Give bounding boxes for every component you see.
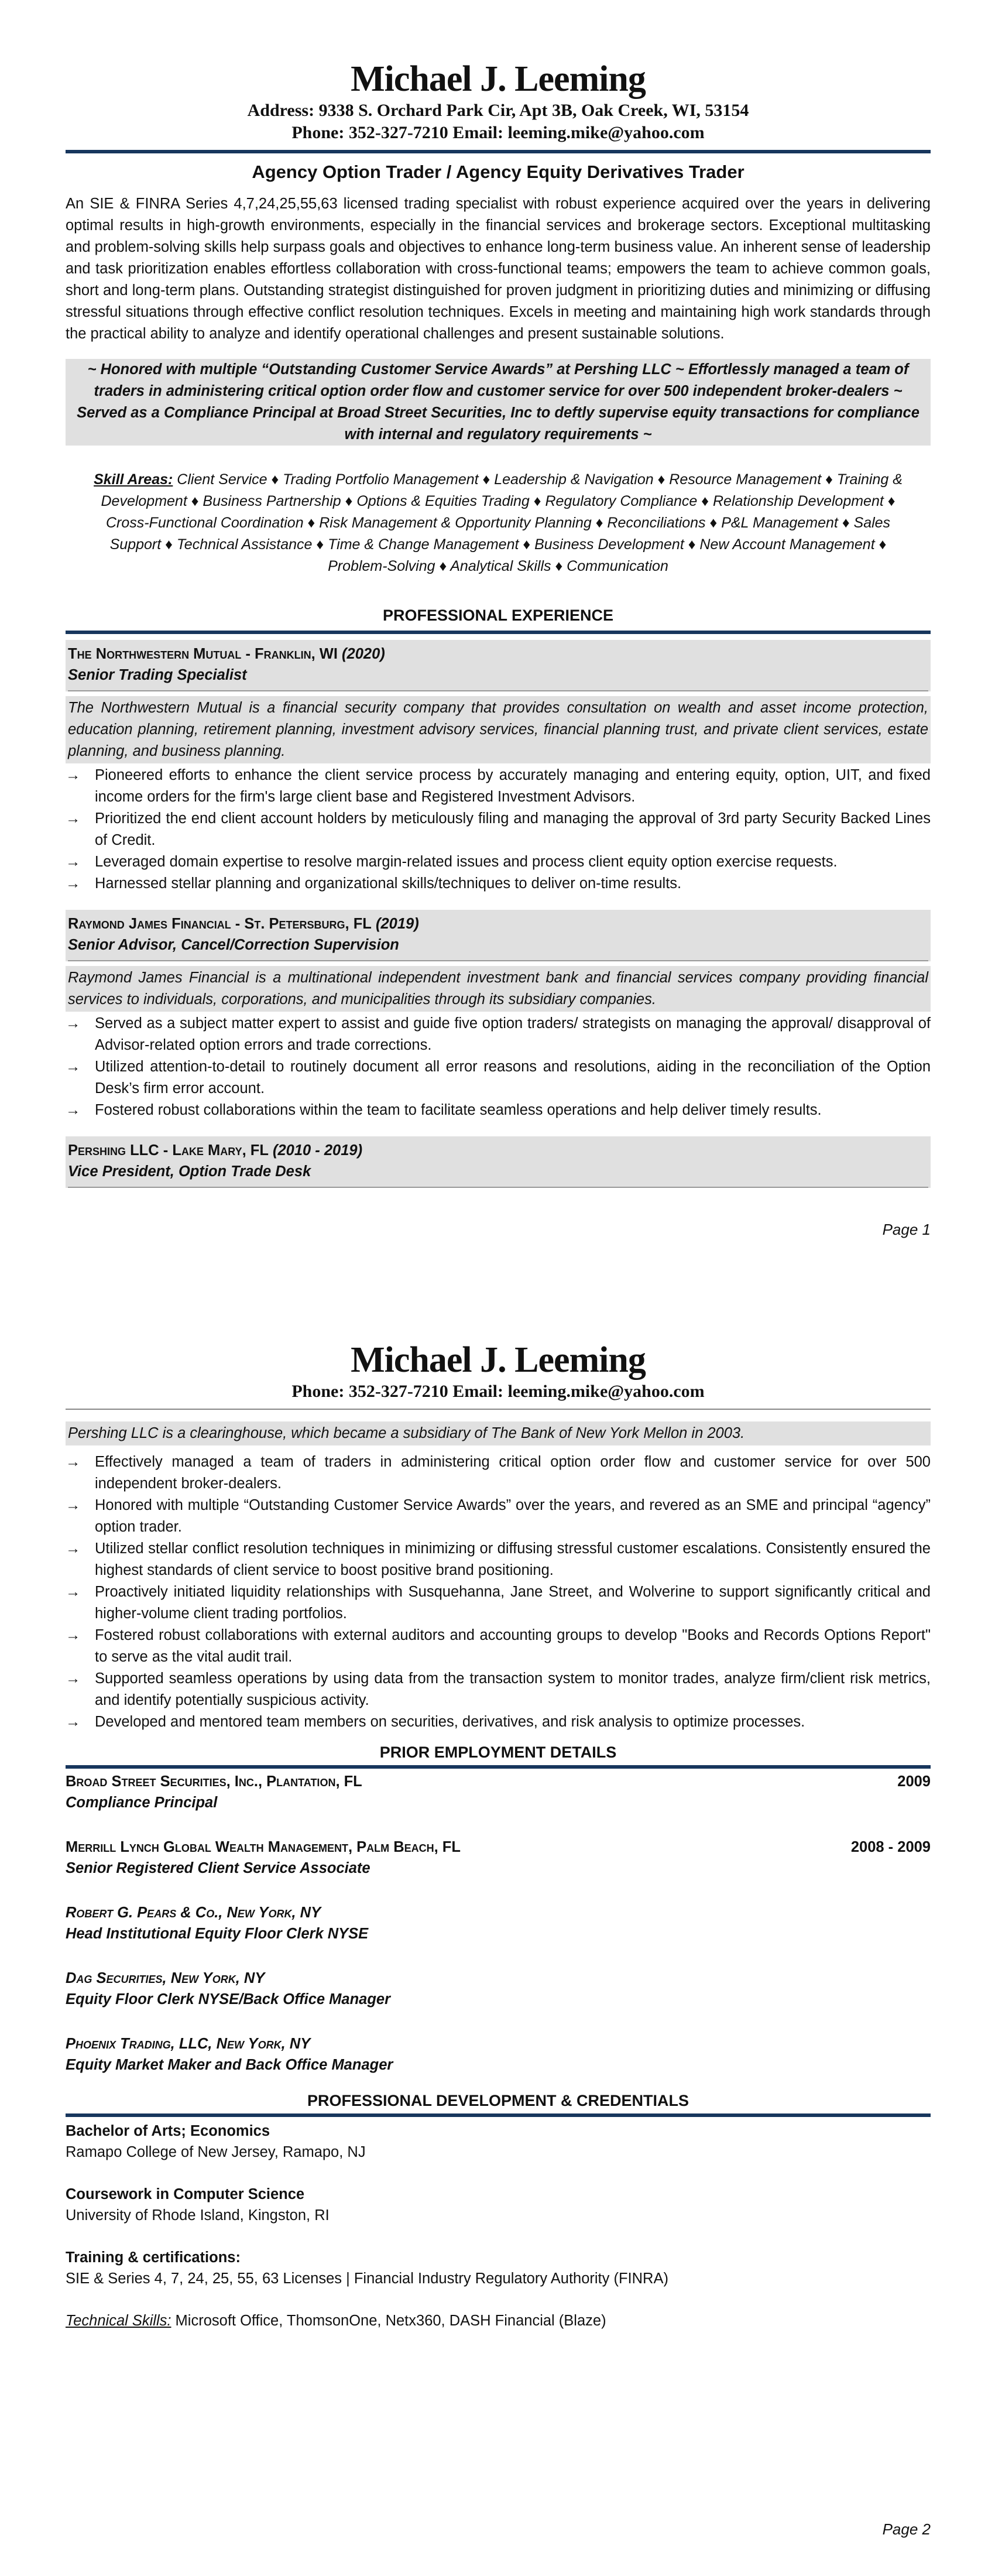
contact-info: Phone: 352-327-7210 Email: leeming.mike@yahoo.com: [291, 1382, 705, 1401]
address: Address: 9338 S. Orchard Park Cir, Apt 3B, Oak Creek, WI, 53154: [247, 101, 749, 120]
technical-skills-label: Technical Skills:: [66, 2313, 171, 2329]
divider: [66, 2113, 931, 2117]
job-header-divider: [68, 1187, 928, 1188]
bullet: [66, 765, 931, 808]
company-description: The Northwestern Mutual is a financial security company that provides consultation on wealth and asset income protection, education planning, retirement planning, investment advisory services, financial planning trust, and private client services, estate planning, and business planning.: [66, 696, 931, 763]
summary: An SIE & FINRA Series 4,7,24,25,55,63 licensed trading specialist with robust experience acquired over the years in delivering optimal results in high-growth environments, especially in the financial services and brokerage sectors. Exceptional multitasking and problem-solving skills help surpass goals and objectives to enhance long-term business value. An inherent sense of leadership and task prioritization enables effortless collaboration with cross-functional teams; empowers the team to achieve common goals, short and long-term plans. Outstanding strategist distinguished for proven judgment in prioritizing duties and minimizing or diffusing stressful situations through effective conflict resolution techniques. Excels in meeting and maintaining high work standards through the practical ability to analyze and identify operational challenges and present sustainable solutions.: [66, 196, 931, 342]
credential-detail: SIE & Series 4, 7, 24, 25, 55, 63 Licenses | Financial Industry Regulatory Authority (FINRA): [66, 2270, 668, 2287]
credential-title: Training & certifications:: [66, 2249, 241, 2266]
candidate-name: Michael J. Leeming: [351, 1340, 646, 1380]
prior-item: [66, 2033, 931, 2075]
skills-label: Skill Areas:: [94, 471, 173, 488]
dates: (2010 - 2019): [273, 1142, 363, 1159]
dates: (2020): [342, 646, 385, 662]
section-heading-experience: PROFESSIONAL EXPERIENCE: [382, 607, 614, 624]
dates: (2019): [375, 916, 419, 932]
bullet: [66, 1581, 931, 1625]
bullet-text: Served as a subject matter expert to assist and guide five option traders/ strategists on managing the approval/ disapproval of Advisor-related option errors and trade corrections.: [95, 1015, 931, 1053]
arrow-icon: →: [66, 1584, 81, 1600]
company: Phoenix Trading, LLC, New York, NY: [66, 2036, 311, 2052]
technical-skills: [66, 2310, 931, 2331]
bullet-text: Harnessed stellar planning and organizational skills/techniques to deliver on-time results.: [95, 875, 682, 892]
bullet-list: [66, 1451, 931, 1733]
resume-page-2: [0, 1288, 995, 2576]
role: Head Institutional Equity Floor Clerk NYSE: [66, 1926, 369, 1942]
role: Equity Floor Clerk NYSE/Back Office Manager: [66, 1991, 391, 2008]
arrow-icon: →: [66, 1714, 81, 1730]
bullet: [66, 1451, 931, 1495]
company: Dag Securities, New York, NY: [66, 1970, 265, 1986]
job-header: [66, 910, 931, 961]
role: Equity Market Maker and Back Office Manager: [66, 2057, 393, 2073]
role: Senior Advisor, Cancel/Correction Supervision: [68, 937, 399, 953]
highlights-box: ~ Honored with multiple “Outstanding Customer Service Awards” at Pershing LLC ~ Effortlessly managed a team of traders in administering critical option order flow and customer service for over 500 independent broker-dealers ~ Served as a Compliance Principal at Broad Street Securities, Inc to deftly supervise equity transactions for compliance with internal and regulatory requirements ~: [66, 359, 931, 446]
arrow-icon: →: [66, 1497, 81, 1513]
prior-item: [66, 1837, 931, 1879]
company-description: Pershing LLC is a clearinghouse, which became a subsidiary of The Bank of New York Mellon in 2003.: [66, 1421, 931, 1445]
bullet-text: Utilized stellar conflict resolution techniques in minimizing or diffusing stressful customer escalations. Consistently ensured the highest standards of client service to boost positive brand positioning.: [95, 1540, 931, 1578]
arrow-icon: →: [66, 810, 81, 827]
bullet-list: [66, 765, 931, 895]
company: Pershing LLC - Lake Mary, FL: [68, 1142, 269, 1159]
company-description: Raymond James Financial is a multinational independent investment bank and financial services company providing financial services to individuals, corporations, and municipalities through its subsidiary companies.: [66, 966, 931, 1012]
company: Broad Street Securities, Inc., Plantation, FL: [66, 1773, 362, 1790]
credential-item: [66, 2247, 931, 2289]
credential-item: [66, 2121, 931, 2163]
bullet-text: Prioritized the end client account holders by meticulously filing and managing the approval of 3rd party Security Backed Lines of Credit.: [95, 810, 931, 848]
skills-list: Client Service ♦ Trading Portfolio Management ♦ Leadership & Navigation ♦ Resource Management ♦ Training & Development ♦ Business Partnership ♦ Options & Equities Trading ♦ Regulatory Compliance ♦ Relationship Development ♦ Cross-Functional Coordination ♦ Risk Management & Opportunity Planning ♦ Reconciliations ♦ P&L Management ♦ Sales Support ♦ Technical Assistance ♦ Time & Change Management ♦ Business Development ♦ New Account Management ♦ Problem-Solving ♦ Analytical Skills ♦ Communication: [101, 471, 903, 574]
contact-info: Phone: 352-327-7210 Email: leeming.mike@yahoo.com: [291, 123, 705, 142]
bullet: [66, 1538, 931, 1581]
arrow-icon: →: [66, 1059, 81, 1075]
arrow-icon: →: [66, 1627, 81, 1643]
job-header: [66, 640, 931, 691]
arrow-icon: →: [66, 1540, 81, 1557]
job-raymond-james: [66, 910, 931, 1121]
candidate-name: Michael J. Leeming: [351, 59, 646, 99]
company: The Northwestern Mutual - Franklin, WI: [68, 646, 338, 662]
bullet: [66, 1099, 931, 1121]
role: Senior Registered Client Service Associate: [66, 1860, 370, 1876]
bullet-text: Fostered robust collaborations within the team to facilitate seamless operations and help deliver timely results.: [95, 1102, 822, 1118]
bullet-text: Utilized attention-to-detail to routinely document all error reasons and resolutions, aiding in the reconciliation of the Option Desk’s firm error account.: [95, 1059, 931, 1097]
role: Compliance Principal: [66, 1794, 218, 1811]
bullet-text: Pioneered efforts to enhance the client service process by accurately managing and entering equity, option, UIT, and fixed income orders for the firm's large client base and Registered Investment Advisors.: [95, 767, 931, 805]
dates: 2009: [897, 1773, 931, 1790]
prior-item-header: [66, 1968, 931, 1989]
prior-item-header: [66, 1902, 931, 1923]
credential-detail: Ramapo College of New Jersey, Ramapo, NJ: [66, 2144, 366, 2160]
arrow-icon: →: [66, 1670, 81, 1687]
arrow-icon: →: [66, 854, 81, 870]
role: Vice President, Option Trade Desk: [68, 1163, 311, 1180]
bullet: [66, 808, 931, 851]
job-header: [66, 1136, 931, 1188]
arrow-icon: →: [66, 1015, 81, 1032]
section-heading-education: PROFESSIONAL DEVELOPMENT & CREDENTIALS: [307, 2092, 689, 2109]
divider: [66, 1765, 931, 1769]
bullet: [66, 1013, 931, 1056]
section-heading-prior: PRIOR EMPLOYMENT DETAILS: [379, 1743, 617, 1761]
prior-item: [66, 1902, 931, 1944]
prior-employment-list: [66, 1771, 931, 2075]
credential-item: [66, 2184, 931, 2226]
page-number: Page 1: [882, 1221, 931, 1238]
bullet: [66, 1056, 931, 1099]
role: Senior Trading Specialist: [68, 667, 247, 683]
job-header-divider: [68, 690, 928, 691]
job-header-divider: [68, 960, 928, 961]
resume-title: Agency Option Trader / Agency Equity Derivatives Trader: [252, 162, 744, 182]
dates: 2008 - 2009: [850, 1839, 931, 1855]
arrow-icon: →: [66, 875, 81, 892]
divider: [66, 150, 931, 153]
job-pershing: [66, 1136, 931, 1188]
bullet-text: Fostered robust collaborations with external auditors and accounting groups to develop "Books and Records Options Report" to serve as the vital audit trail.: [95, 1627, 931, 1665]
bullet-text: Effectively managed a team of traders in administering critical option order flow and customer service for over 500 independent broker-dealers.: [95, 1454, 931, 1492]
arrow-icon: →: [66, 1454, 81, 1470]
bullet: [66, 1711, 931, 1733]
bullet-text: Leveraged domain expertise to resolve margin-related issues and process client equity option exercise requests.: [95, 854, 838, 870]
arrow-icon: →: [66, 767, 81, 783]
prior-item-header: [66, 2033, 931, 2054]
company: Merrill Lynch Global Wealth Management, Palm Beach, FL: [66, 1839, 461, 1855]
bullet: [66, 873, 931, 895]
bullet-text: Honored with multiple “Outstanding Customer Service Awards” over the years, and revered as an SME and principal “agency” option trader.: [95, 1497, 931, 1535]
bullet: [66, 1668, 931, 1711]
skill-areas: [66, 469, 931, 577]
divider: [66, 631, 931, 634]
technical-skills-list: Microsoft Office, ThomsonOne, Netx360, DASH Financial (Blaze): [171, 2313, 606, 2329]
prior-item: [66, 1968, 931, 2010]
job-northwestern: [66, 640, 931, 895]
credential-title: Bachelor of Arts; Economics: [66, 2123, 270, 2139]
bullet: [66, 851, 931, 873]
company: Robert G. Pears & Co., New York, NY: [66, 1904, 321, 1921]
credential-detail: University of Rhode Island, Kingston, RI: [66, 2207, 330, 2224]
prior-item-header: [66, 1771, 931, 1792]
bullet-text: Supported seamless operations by using data from the transaction system to monitor trades, analyze firm/client risk metrics, and identify potentially suspicious activity.: [95, 1670, 931, 1708]
page-number: Page 2: [882, 2520, 931, 2538]
bullet: [66, 1625, 931, 1668]
credential-title: Coursework in Computer Science: [66, 2186, 305, 2202]
company: Raymond James Financial - St. Petersburg, FL: [68, 916, 372, 932]
prior-item-header: [66, 1837, 931, 1858]
arrow-icon: →: [66, 1102, 81, 1118]
bullet-text: Developed and mentored team members on securities, derivatives, and risk analysis to optimize processes.: [95, 1714, 805, 1730]
bullet-list: [66, 1013, 931, 1121]
prior-item: [66, 1771, 931, 1813]
bullet: [66, 1495, 931, 1538]
bullet-text: Proactively initiated liquidity relationships with Susquehanna, Jane Street, and Wolverine to support significantly critical and higher-volume client trading portfolios.: [95, 1584, 931, 1622]
divider: [66, 1409, 931, 1410]
